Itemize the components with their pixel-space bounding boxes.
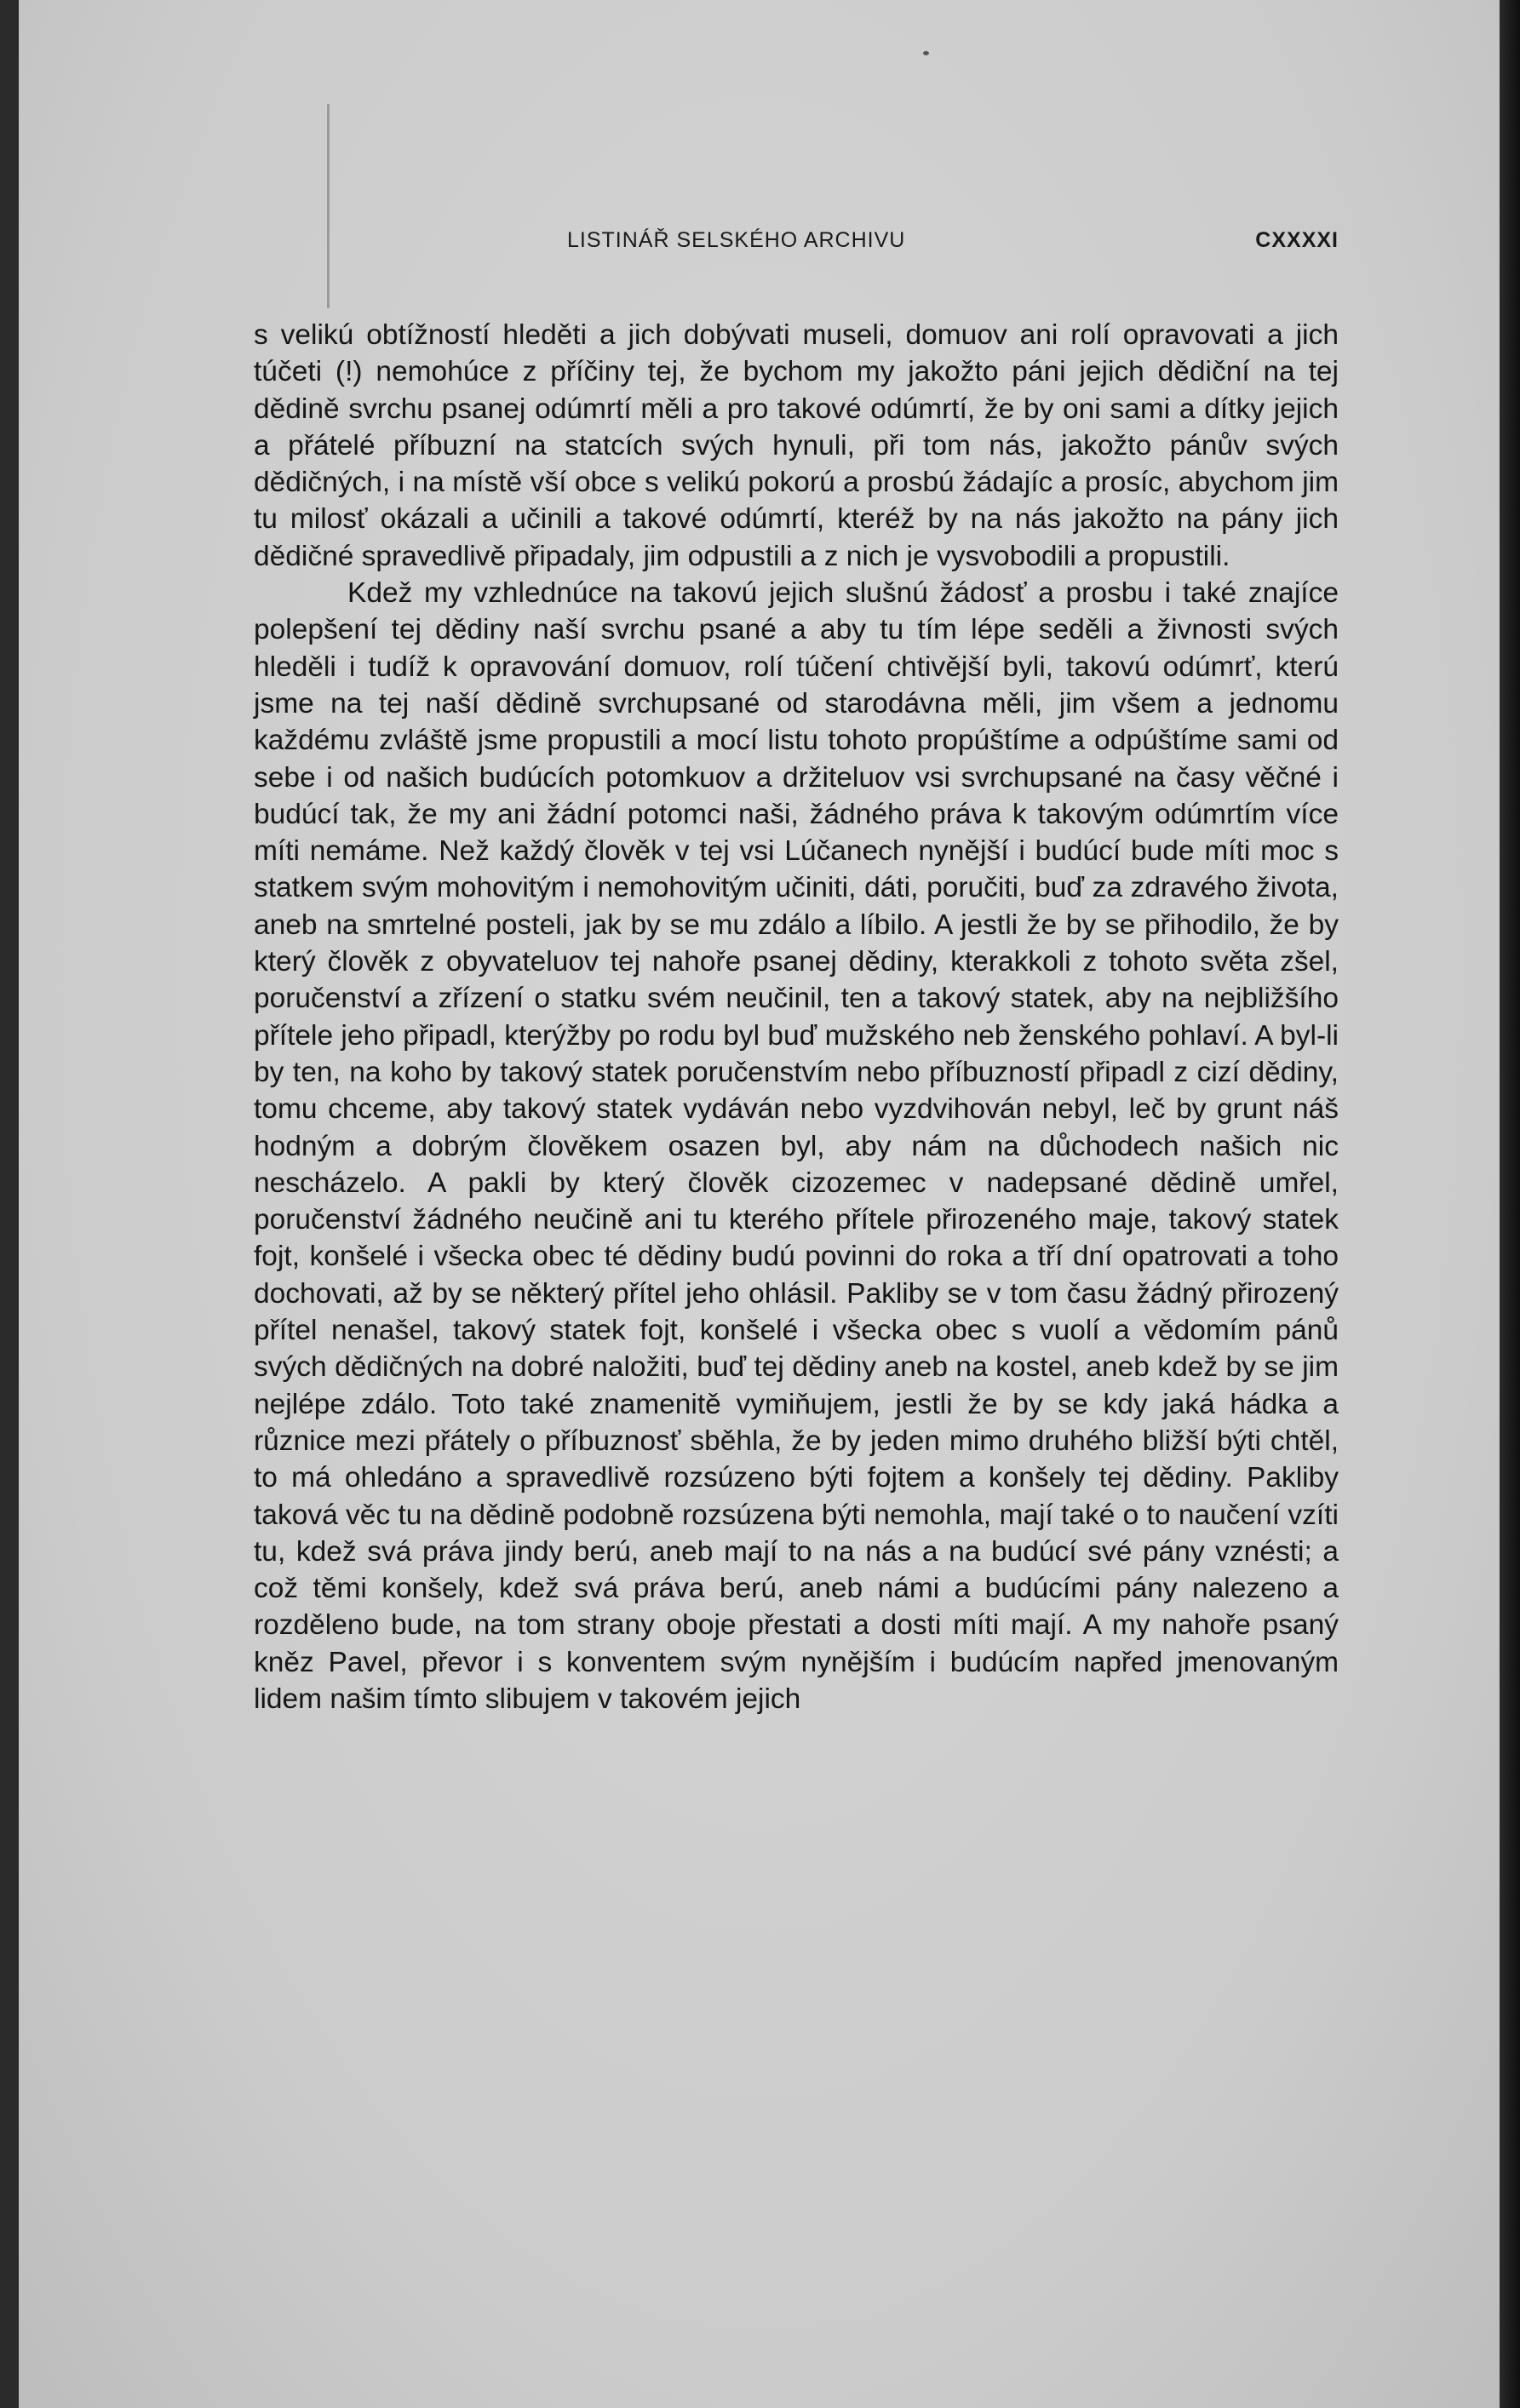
paragraph: Kdež my vzhlednúce na takovú jejich slušnú žádosť a prosbu i také znajíce polepšení tej dědiny naší svrchu psané a aby tu tím lépe seděli a živnosti svých hleděli i tudíž k opravování domuov, rolí túčení chtivější byli, takovú odúmrť, kterú jsme na tej naší dědině svrchupsané od starodávna měli, jim všem a jednomu každému zvláště jsme propustili a mocí listu tohoto propúštíme a odpúštíme sami od sebe i od našich budúcích potomkuov a držiteluov vsi svrchupsané na časy věčné i budúcí tak, že my ani žádní potomci naši, žádného práva k takovým odúmrtím více míti nemáme. Než každý člověk v tej vsi Lúčanech nynější i budúcí bude míti moc s statkem svým mohovitým i nemohovitým učiniti, dáti, poručiti, buď za zdravého života, aneb na smrtelné posteli, jak by se mu zdálo a líbilo. A jestli že by se přihodilo, že by který člověk z obyvateluov tej nahoře psanej dědiny, kterakkoli z tohoto světa zšel, poručenství a zřízení o statku svém neučinil, ten a takový statek, aby na nejbližšího přítele jeho připadl, kterýžby po rodu byl buď mužského neb ženského pohlaví. A byl-li by ten, na koho by takový statek poručenstvím nebo příbuzností připadl z cizí dědiny, tomu chceme, aby takový statek vydáván nebo vyzdvihován nebyl, leč by grunt náš hodným a dobrým člověkem osazen byl, aby nám na důchodech našich nic nescházelo. A pakli by který člověk cizozemec v nadepsané dědině umřel, poručenství žádného neučině ani tu kterého přítele přirozeného maje, takový statek fojt, konšelé i všecka obec té dědiny budú povinni do roka a tří dní opatrovati a toho dochovati, až by se některý přítel jeho ohlásil. Pakliby se v tom času žádný přirozený přítel nenašel, takový statek fojt, konšelé i všecka obec s vuolí a vědomím pánů svých dědičných na dobré naložiti, buď tej dědiny aneb na kostel, aneb kdež by se jim nejlépe zdálo. Toto také znamenitě vymiňujem, jestli že by se kdy jaká hádka a různice mezi přátely o příbuznosť sběhla, že by jeden mimo druhého bližší býti chtěl, to má ohledáno a spravedlivě rozsúzeno býti fojtem a konšely tej dědiny. Pakliby taková věc tu na dědině podobně rozsúzena býti nemohla, mají také o to naučení vzíti tu, kdež svá práva jindy berú, aneb mají to na nás a na budúcí své pány vznésti; a což těmi konšely, kdež svá práva berú, aneb námi a budúcími pány nalezeno a rozděleno bude, na tom strany oboje přestati a dosti míti mají. A my nahoře psaný kněz Pavel, převor i s konventem svým nynějším i budúcím napřed jmenovaným lidem našim tímto slibujem v takovém jejich — [254, 577, 1339, 1715]
page-number: CXXXXI — [1255, 228, 1339, 252]
gutter-mark — [327, 104, 330, 308]
scan-right-border — [1500, 0, 1520, 2408]
body-text — [254, 317, 1339, 1717]
ink-speck — [923, 51, 929, 55]
paragraph: s velikú obtížností hleděti a jich dobývati museli, domuov ani rolí opravovati a jich túčeti (!) nemohúce z příčiny tej, že bychom my jakožto páni jejich dědiční na tej dědině svrchu psanej odúmrtí měli a pro takové odúmrtí, že by oni sami a dítky jejich a přátelé příbuzní na statcích svých hynuli, při tom nás, jakožto pánův svých dědičných, i na místě vší obce s velikú pokorú a prosbú žádajíc a prosíc, abychom jim tu milosť okázali a učinili a takové odúmrtí, kteréž by na nás jakožto na pány jich dědičné spravedlivě připadaly, jim odpustili a z nich je vysvobodili a propustili. — [254, 319, 1339, 572]
scan-left-border — [0, 0, 19, 2408]
running-title: LISTINÁŘ SELSKÉHO ARCHIVU — [567, 228, 906, 252]
running-head — [254, 228, 1339, 259]
